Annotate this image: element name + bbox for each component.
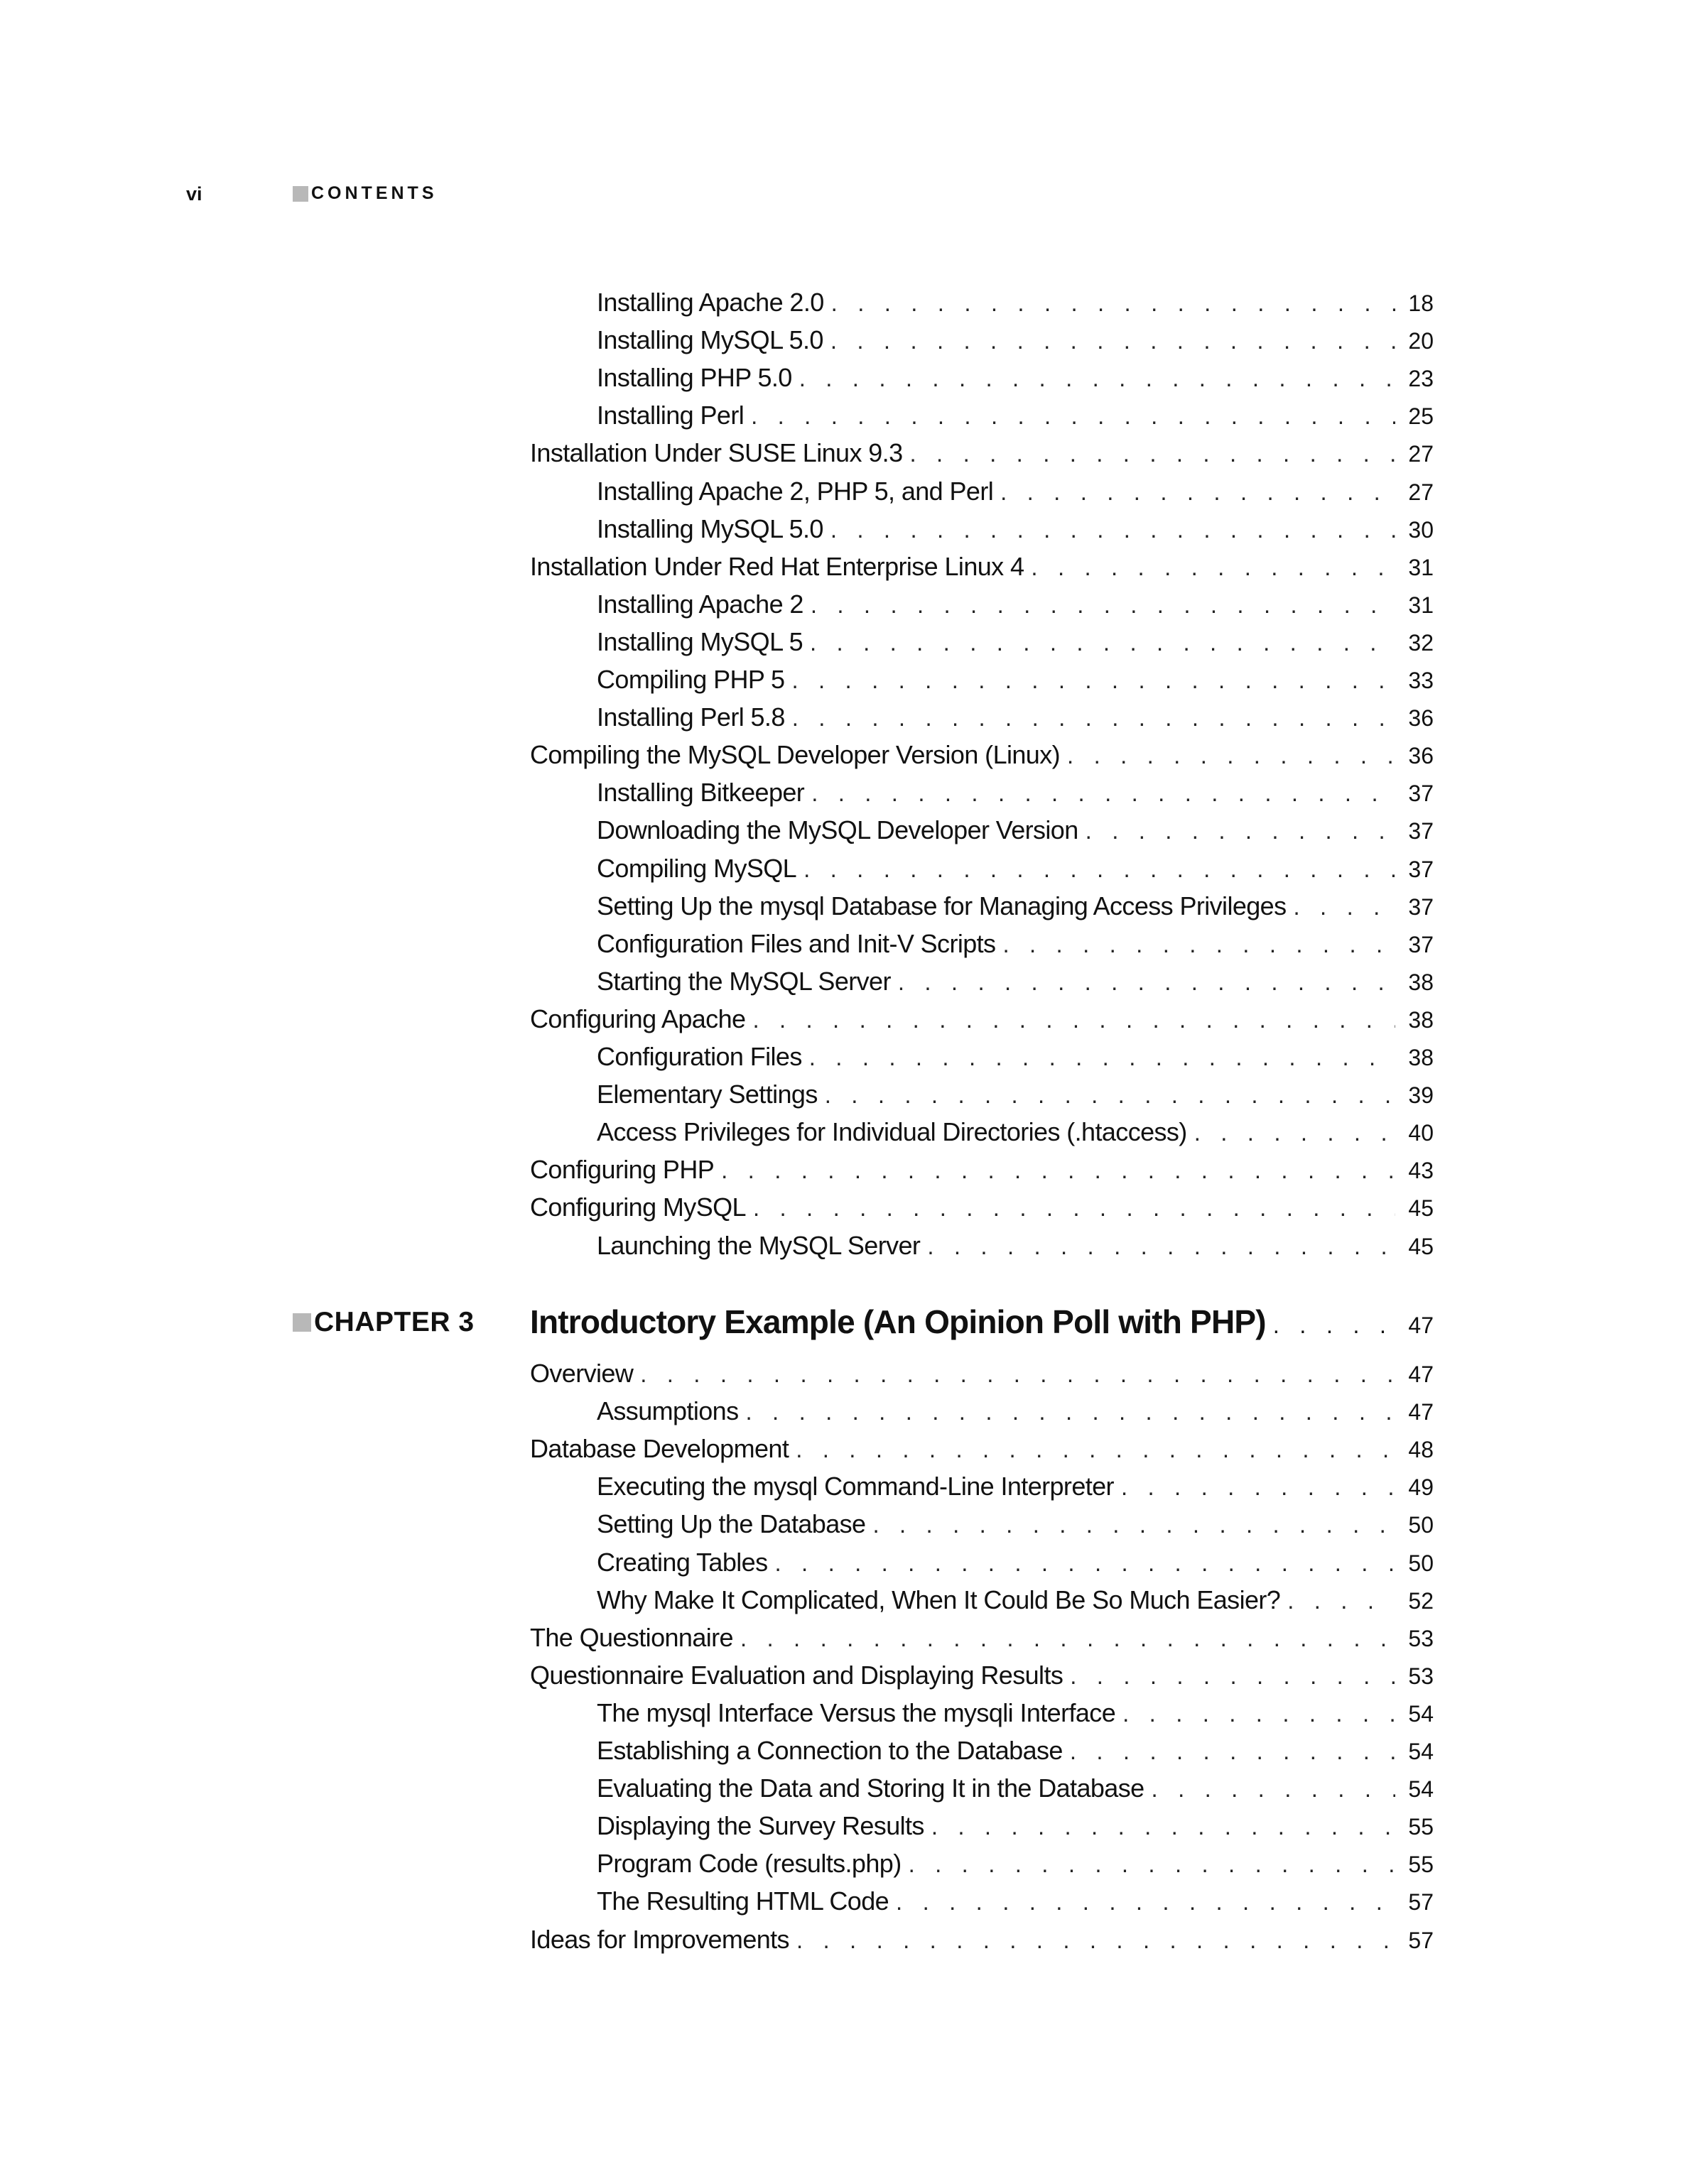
toc-entry-title: Evaluating the Data and Storing It in the Database <box>597 1773 1144 1803</box>
toc-entry-page: 54 <box>1408 1700 1434 1727</box>
toc-entry-page: 32 <box>1408 629 1434 656</box>
toc-entry-title: Executing the mysql Command-Line Interpreter <box>597 1472 1114 1501</box>
toc-entry-page: 45 <box>1408 1195 1434 1222</box>
toc-entry-title: Elementary Settings <box>597 1080 818 1109</box>
toc-entry[interactable] <box>597 1506 1434 1543</box>
toc-entry-title: Installation Under SUSE Linux 9.3 <box>530 438 903 468</box>
toc-entry-page: 43 <box>1408 1158 1434 1184</box>
toc-entry[interactable] <box>597 1114 1434 1151</box>
toc-entry-title: Launching the MySQL Server <box>597 1230 921 1260</box>
toc-entry[interactable] <box>597 1883 1434 1920</box>
dot-leader <box>830 322 1395 359</box>
toc-entry-page: 18 <box>1408 290 1434 316</box>
toc-entry-title: Configuration Files and Init-V Scripts <box>597 928 996 958</box>
chapter-title: Introductory Example (An Opinion Poll with PHP) <box>530 1303 1266 1340</box>
dot-leader <box>872 1506 1395 1543</box>
toc-entry[interactable] <box>530 1355 1434 1392</box>
toc-entry[interactable] <box>530 1619 1434 1656</box>
page-number: vi <box>186 183 202 205</box>
toc-entry[interactable] <box>597 624 1434 661</box>
toc-entry[interactable] <box>597 1468 1434 1505</box>
running-head-label: CONTENTS <box>311 183 438 203</box>
toc-entry[interactable] <box>597 1393 1434 1430</box>
dot-leader <box>746 1393 1396 1430</box>
toc-entry[interactable] <box>597 963 1434 1000</box>
toc-entry-page: 31 <box>1408 554 1434 580</box>
dot-leader <box>752 1001 1395 1038</box>
toc-entry-page: 53 <box>1408 1663 1434 1689</box>
toc-entry-page: 52 <box>1408 1587 1434 1614</box>
toc-entry-title: Installing Apache 2.0 <box>597 288 824 317</box>
toc-entry-title: Installing MySQL 5.0 <box>597 514 823 543</box>
dot-leader <box>796 1431 1395 1468</box>
toc-entry-page: 45 <box>1408 1233 1434 1259</box>
toc-entry[interactable] <box>530 1430 1434 1467</box>
dot-leader <box>825 1077 1395 1114</box>
toc-entry[interactable] <box>597 1808 1434 1845</box>
chapter-title-line[interactable] <box>530 1297 1434 1347</box>
dot-leader <box>1273 1300 1395 1350</box>
toc-entry[interactable] <box>597 888 1434 925</box>
toc-entry[interactable] <box>597 812 1434 849</box>
toc-entry-page: 37 <box>1408 818 1434 844</box>
toc-entry-page: 57 <box>1408 1889 1434 1916</box>
toc-entry-page: 37 <box>1408 781 1434 807</box>
toc-entry-page: 50 <box>1408 1550 1434 1576</box>
toc-entry[interactable] <box>597 699 1434 736</box>
dot-leader <box>751 398 1395 435</box>
toc-entry-page: 37 <box>1408 893 1434 920</box>
toc-entry-page: 38 <box>1408 1006 1434 1033</box>
toc-entry[interactable] <box>597 1076 1434 1113</box>
toc-entry-title: The mysql Interface Versus the mysqli Interface <box>597 1697 1116 1727</box>
toc-entry-page: 37 <box>1408 931 1434 957</box>
toc-entry-title: The Resulting HTML Code <box>597 1886 889 1916</box>
toc-entry[interactable] <box>530 1189 1434 1226</box>
dot-leader <box>1070 1658 1395 1695</box>
dot-leader <box>721 1152 1395 1189</box>
dot-leader <box>909 1846 1395 1883</box>
toc-entry-page: 55 <box>1408 1852 1434 1878</box>
dot-leader <box>740 1620 1395 1657</box>
chapter-heading <box>0 1297 1705 1347</box>
toc-entry-page: 27 <box>1408 479 1434 505</box>
dot-leader <box>803 851 1395 888</box>
toc-entry[interactable] <box>597 850 1434 887</box>
dot-leader <box>910 435 1395 472</box>
dot-leader <box>1294 889 1395 925</box>
toc-entry-title: Setting Up the Database <box>597 1509 866 1539</box>
toc-entry[interactable] <box>597 925 1434 962</box>
toc-entry[interactable] <box>597 284 1434 321</box>
toc-entry[interactable] <box>530 737 1434 773</box>
toc-entry[interactable] <box>597 1770 1434 1807</box>
toc-entry-title: Installing PHP 5.0 <box>597 363 792 393</box>
toc-entry-page: 36 <box>1408 743 1434 769</box>
square-marker-icon <box>293 186 308 202</box>
toc-entry-page: 31 <box>1408 592 1434 618</box>
toc-entry-page: 38 <box>1408 1045 1434 1070</box>
dot-leader <box>1002 926 1395 963</box>
toc-entry-title: Installing MySQL 5.0 <box>597 325 823 355</box>
dot-leader <box>1031 549 1395 586</box>
toc-entry-page: 36 <box>1408 705 1434 732</box>
toc-entry-page: 25 <box>1408 403 1434 430</box>
toc-entry-title: Installing Bitkeeper <box>597 778 805 808</box>
toc-entry-page: 33 <box>1408 668 1434 693</box>
toc-entry[interactable] <box>597 1544 1434 1581</box>
dot-leader <box>811 587 1395 624</box>
toc-entry-title: Installing MySQL 5 <box>597 626 803 656</box>
toc-entry-page: 54 <box>1408 1776 1434 1803</box>
toc-entry-title: The Questionnaire <box>530 1622 733 1652</box>
toc-entry-page: 47 <box>1408 1399 1434 1425</box>
toc-entry-page: 39 <box>1408 1082 1434 1109</box>
toc-entry-page: 30 <box>1408 516 1434 543</box>
square-marker-icon <box>293 1313 311 1332</box>
toc-entry-title: Configuring PHP <box>530 1155 715 1185</box>
toc-entry-title: Questionnaire Evaluation and Displaying Results <box>530 1660 1063 1690</box>
toc-entry-page: 57 <box>1408 1927 1434 1953</box>
toc-entry-title: Compiling MySQL <box>597 853 797 883</box>
chapter-label <box>293 1307 475 1338</box>
toc-entry-title: Downloading the MySQL Developer Version <box>597 815 1078 845</box>
toc-entry-title: Installation Under Red Hat Enterprise Linux 4 <box>530 551 1024 581</box>
toc-entry[interactable] <box>530 1151 1434 1188</box>
dot-leader <box>1152 1771 1395 1808</box>
toc-entry-page: 47 <box>1408 1362 1434 1387</box>
toc-entry-title: Displaying the Survey Results <box>597 1811 924 1841</box>
chapter-page: 47 <box>1408 1313 1434 1338</box>
toc-entry-page: 37 <box>1408 856 1434 882</box>
toc-entry[interactable] <box>597 1695 1434 1732</box>
page-header <box>0 183 1705 212</box>
toc-entry-title: Access Privileges for Individual Directories (.htaccess) <box>597 1117 1187 1147</box>
dot-leader <box>811 775 1395 812</box>
dot-leader <box>753 1190 1395 1227</box>
toc-entry[interactable] <box>597 1227 1434 1264</box>
toc-entry[interactable] <box>597 586 1434 623</box>
dot-leader <box>1067 737 1395 774</box>
toc-entry[interactable] <box>597 1845 1434 1882</box>
toc-entry[interactable] <box>597 661 1434 698</box>
dot-leader <box>896 1884 1395 1920</box>
toc-entry-page: 20 <box>1408 328 1434 354</box>
toc-entry-title: Installing Apache 2 <box>597 589 803 619</box>
toc-entry-page: 54 <box>1408 1739 1434 1764</box>
dot-leader <box>799 360 1395 397</box>
toc-entry-title: Installing Perl 5.8 <box>597 702 785 732</box>
toc-entry[interactable] <box>597 774 1434 811</box>
toc-entry-page: 49 <box>1408 1474 1434 1501</box>
toc-entry[interactable] <box>597 397 1434 434</box>
toc-entry[interactable] <box>597 1732 1434 1769</box>
running-head <box>293 183 438 204</box>
toc-entry[interactable] <box>530 435 1434 472</box>
dot-leader <box>831 285 1395 322</box>
toc-entry-title: Overview <box>530 1359 634 1388</box>
toc-entry-page: 50 <box>1408 1512 1434 1538</box>
toc-entry-page: 48 <box>1408 1437 1434 1463</box>
dot-leader <box>792 700 1395 737</box>
toc-entry-title: Setting Up the mysql Database for Managing Access Privileges <box>597 891 1287 920</box>
toc-entry-title: Compiling PHP 5 <box>597 665 785 694</box>
dot-leader <box>1194 1114 1395 1151</box>
dot-leader <box>898 964 1395 1001</box>
toc-entry-page: 55 <box>1408 1814 1434 1840</box>
dot-leader <box>1070 1733 1395 1770</box>
toc-entry-title: Establishing a Connection to the Database <box>597 1736 1063 1765</box>
dot-leader <box>809 1039 1395 1076</box>
toc-entry[interactable] <box>597 359 1434 396</box>
toc-entry-title: Compiling the MySQL Developer Version (Linux) <box>530 740 1061 770</box>
toc-entry-page: 27 <box>1408 441 1434 467</box>
toc-entry-page: 53 <box>1408 1625 1434 1651</box>
dot-leader <box>1122 1695 1395 1732</box>
dot-leader <box>640 1356 1395 1393</box>
toc-entry-title: Assumptions <box>597 1396 739 1426</box>
toc-entry-title: Creating Tables <box>597 1547 768 1577</box>
toc-entry-title: Why Make It Complicated, When It Could Be So Much Easier? <box>597 1585 1281 1614</box>
dot-leader <box>796 1922 1395 1959</box>
dot-leader <box>775 1545 1396 1582</box>
toc-entry-title: Program Code (results.php) <box>597 1849 902 1879</box>
toc-entry[interactable] <box>530 1657 1434 1694</box>
toc-entry[interactable] <box>597 1582 1434 1619</box>
toc-entry[interactable] <box>530 548 1434 585</box>
toc-entry[interactable] <box>597 1038 1434 1075</box>
toc-entry-title: Installing Perl <box>597 401 745 430</box>
dot-leader <box>830 511 1395 548</box>
dot-leader <box>1000 474 1395 511</box>
toc-entry[interactable] <box>597 511 1434 548</box>
toc-entry-title: Ideas for Improvements <box>530 1924 789 1954</box>
toc-entry-page: 40 <box>1408 1120 1434 1146</box>
dot-leader <box>810 624 1395 661</box>
dot-leader <box>1086 813 1395 849</box>
chapter-number: CHAPTER 3 <box>314 1307 475 1337</box>
toc-entry-title: Configuring MySQL <box>530 1192 746 1222</box>
dot-leader <box>931 1808 1395 1845</box>
toc-entry-page: 23 <box>1408 366 1434 392</box>
dot-leader <box>791 662 1395 699</box>
dot-leader <box>927 1228 1395 1265</box>
toc-entry-title: Installing Apache 2, PHP 5, and Perl <box>597 476 994 506</box>
toc-entry-title: Database Development <box>530 1434 789 1464</box>
toc-entry-title: Starting the MySQL Server <box>597 966 891 996</box>
toc-entry[interactable] <box>530 1921 1434 1958</box>
toc-entry-title: Configuration Files <box>597 1042 802 1071</box>
toc-entry[interactable] <box>597 473 1434 510</box>
dot-leader <box>1121 1469 1395 1506</box>
toc-entry[interactable] <box>597 322 1434 359</box>
toc-entry-page: 38 <box>1408 969 1434 995</box>
toc-entry[interactable] <box>530 1001 1434 1038</box>
dot-leader <box>1287 1582 1395 1619</box>
toc-entry-title: Configuring Apache <box>530 1004 746 1033</box>
